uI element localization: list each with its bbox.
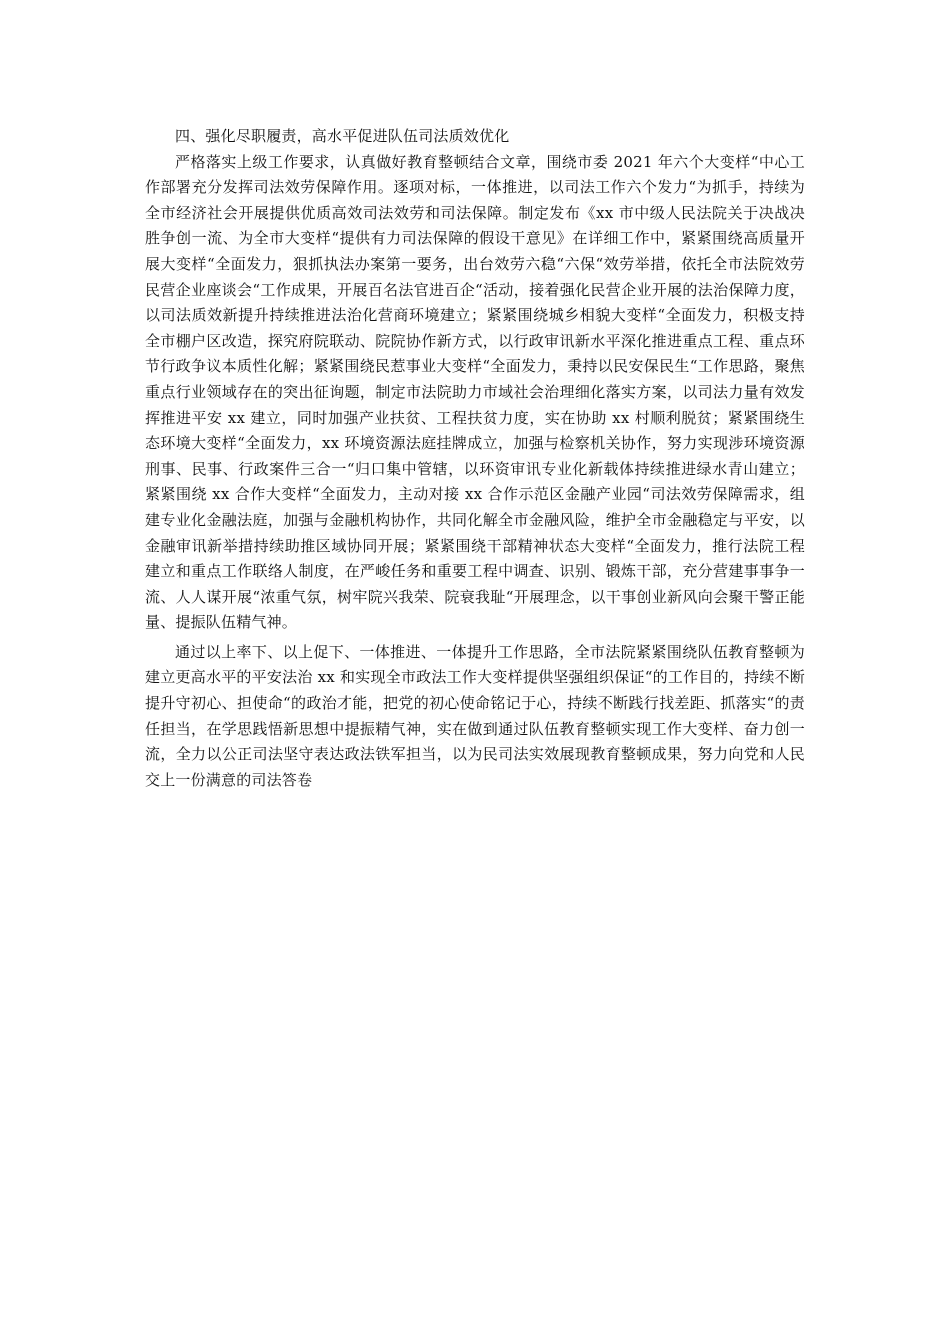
section-heading: 四、强化尽职履责，高水平促进队伍司法质效优化 [175, 127, 510, 145]
document-body [145, 124, 805, 793]
body-paragraph-1: 严格落实上级工作要求，认真做好教育整顿结合文章，围绕市委 2021 年六个大变样“中心工作部署充分发挥司法效劳保障作用。逐项对标，一体推进，以司法工作六个发力“为抓手，持续为全市经济社会开展提供优质高效司法效劳和司法保障。制定发布《xx 市中级人民法院关于决战决胜争创一流、为全市大变样“提供有力司法保障的假设干意见》在详细工作中，紧紧围绕高质量开展大变样“全面发力，狠抓执法办案第一要务，出台效劳六稳“六保“效劳举措，依托全市法院效劳民营企业座谈会“工作成果，开展百名法官进百企“活动，接着强化民营企业开展的法治保障力度，以司法质效新提升持续推进法治化营商环境建立；紧紧围绕城乡相貌大变样“全面发力，积极支持全市棚户区改造，探究府院联动、院院协作新方式，以行政审讯新水平深化推进重点工程、重点环节行政争议本质性化解；紧紧围绕民惹事业大变样“全面发力，秉持以民安保民生“工作思路，聚焦重点行业领域存在的突出征询题，制定市法院助力市域社会治理细化落实方案，以司法力量有效发挥推进平安 xx 建立，同时加强产业扶贫、工程扶贫力度，实在协助 xx 村顺利脱贫；紧紧围绕生态环境大变样“全面发力，xx 环境资源法庭挂牌成立，加强与检察机关协作，努力实现涉环境资源刑事、民事、行政案件三合一“归口集中管辖，以环资审讯专业化新载体持续推进绿水青山建立；紧紧围绕 xx 合作大变样“全面发力，主动对接 xx 合作示范区金融产业园“司法效劳保障需求，组建专业化金融法庭，加强与金融机构协作，共同化解全市金融风险，维护全市金融稳定与平安，以金融审讯新举措持续助推区域协同开展；紧紧围绕干部精神状态大变样“全面发力，推行法院工程建立和重点工作联络人制度，在严峻任务和重要工程中调查、识别、锻炼干部，充分营建事事争一流、人人谋开展“浓重气氛，树牢院兴我荣、院衰我耻“开展理念，以干事创业新风向会聚干警正能量、提振队伍精气神。 [145, 152, 805, 632]
body-paragraph-2: 通过以上率下、以上促下、一体推进、一体提升工作思路，全市法院紧紧围绕队伍教育整顿为建立更高水平的平安法治 xx 和实现全市政法工作大变样提供坚强组织保证“的工作目的，持续不断提升守初心、担使命“的政治才能，把党的初心使命铭记于心，持续不断践行找差距、抓落实“的责任担当，在学思践悟新思想中提振精气神，实在做到通过队伍教育整顿实现工作大变样、奋力创一流，全力以公正司法坚守表达政法铁军担当，以为民司法实效展现教育整顿成果，努力向党和人民交上一份满意的司法答卷 [145, 642, 805, 789]
